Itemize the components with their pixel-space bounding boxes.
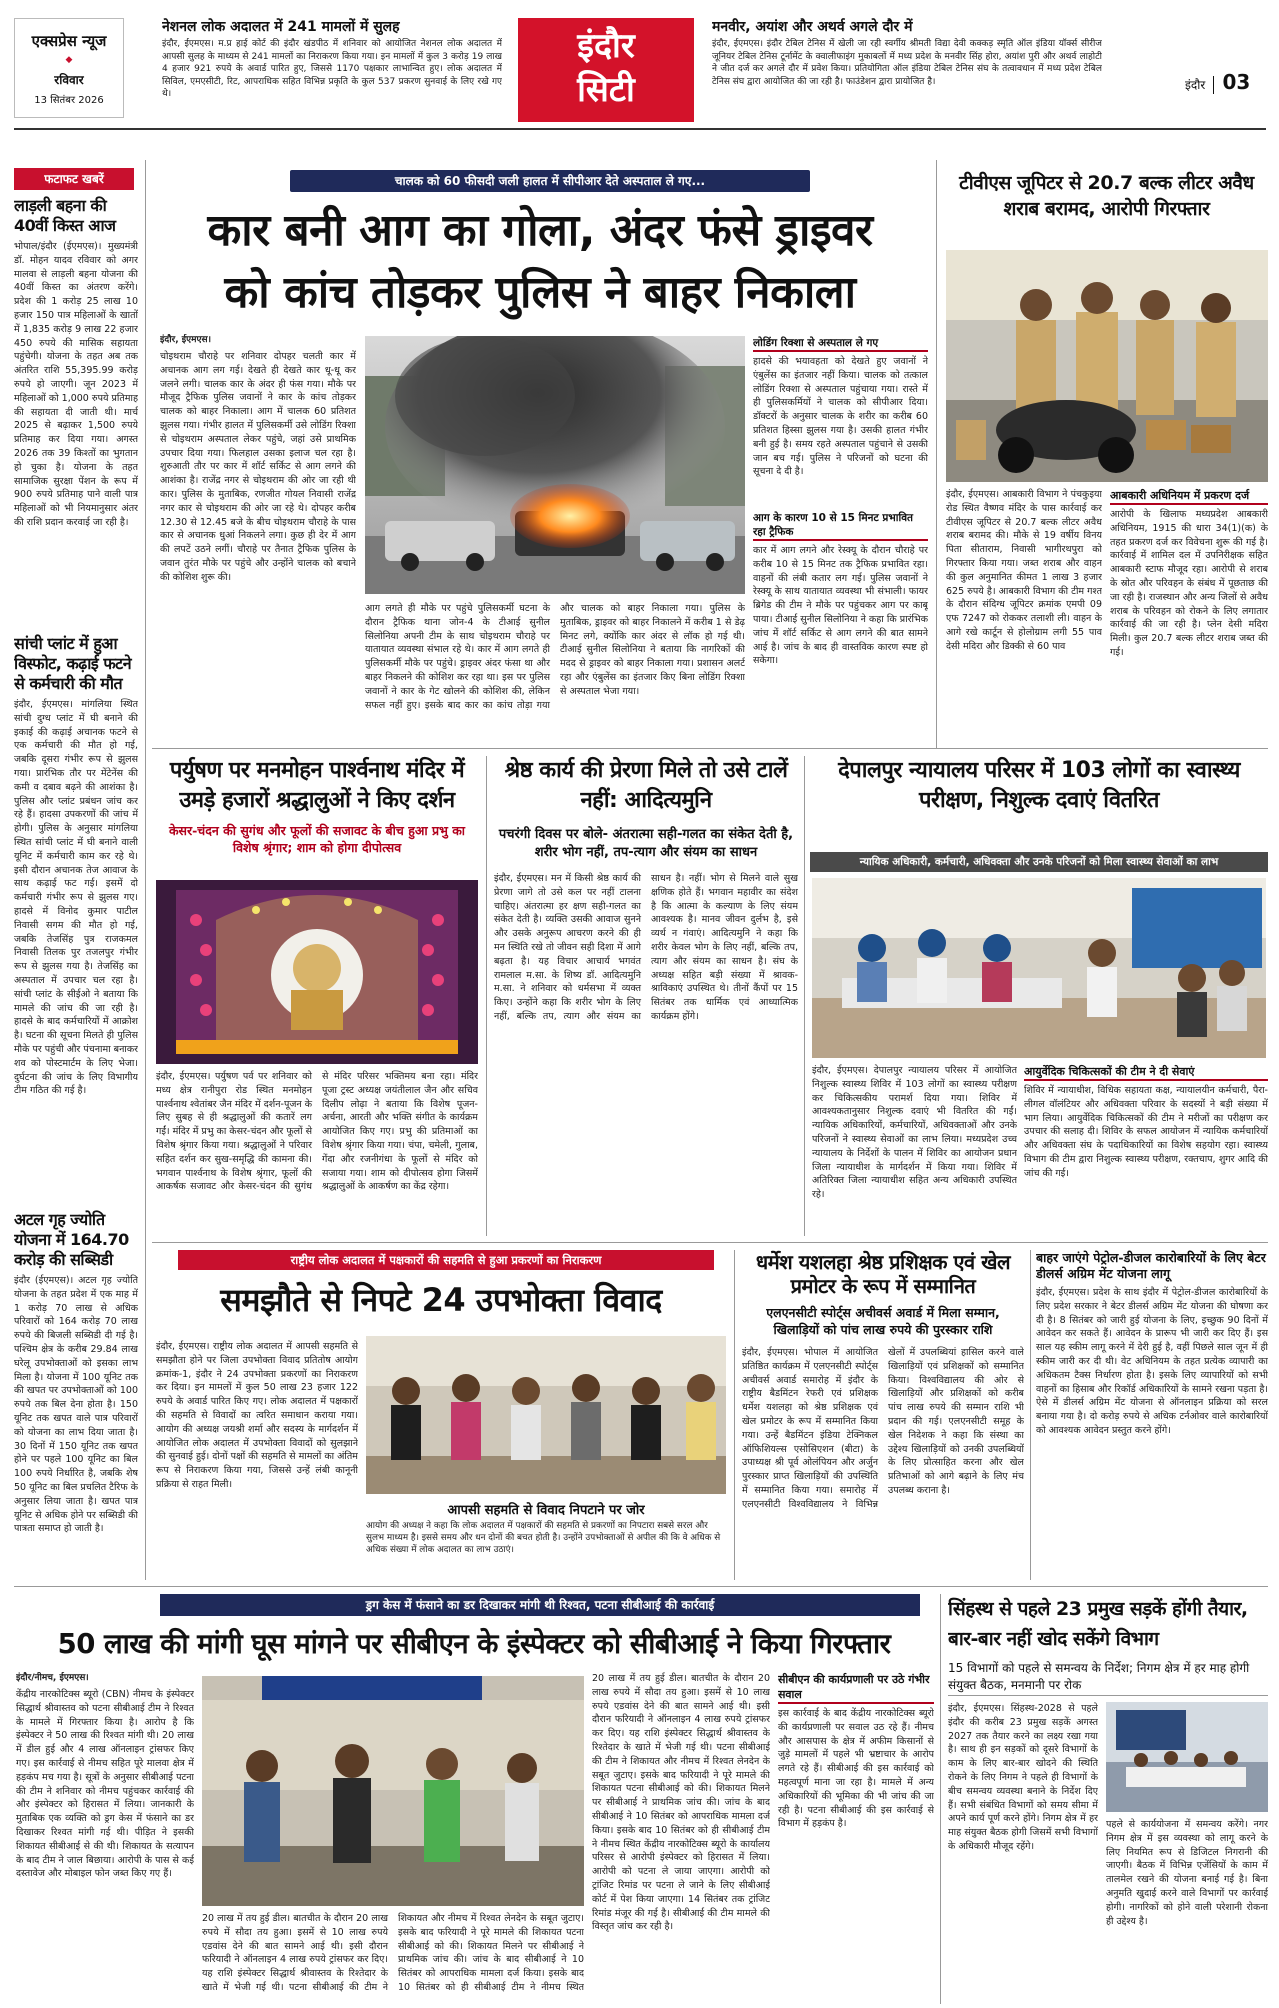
city-banner-line2: सिटी (577, 70, 635, 110)
petrol-block (1036, 1250, 1268, 1580)
health-sub: आयुर्वेदिक चिकित्सकों की टीम ने दी सेवाएं (1024, 1064, 1268, 1081)
folio-divider (1213, 76, 1214, 94)
liquor-sub: आबकारी अधिनियम में प्रकरण दर्ज (1110, 488, 1268, 505)
simhastha-text-a: इंदौर, ईएमएस। सिंहस्थ-2028 से पहले इंदौर की करीब 23 प्रमुख सड़कें अगस्त 2027 तक तैयार करने का लक्ष्य रखा गया है। साथ ही इन सड़कों को दूसरे विभागों के काम के लिए बार-बार खोदने की स्थिति रोकने के लिए निगम ने पहले ही विभागों के बीच समन्वय व्यवस्था बनाने के निर्देश दिए हैं। सभी संबंधित विभागों को समय सीमा में अपने कार्य पूर्ण करने होंगे। निगम क्षेत्र में हर माह संयुक्त बैठक होगी जिसमें सभी विभागों के अधिकारी मौजूद रहेंगे। (948, 1703, 1098, 1852)
brief-national-lok-adalat (162, 18, 502, 118)
issue-date: 13 सितंबर 2026 (34, 95, 104, 106)
car-fire-illustration (365, 336, 745, 594)
liquor-text-b: आरोपी के खिलाफ मध्यप्रदेश आबकारी अधिनियम, 1915 की धारा 34(1)(क) के तहत प्रकरण दर्ज कर विवेचना शुरू की गई है। कार्रवाई में शामिल दल में उपनिरीक्षक सहित आबकारी स्टाफ मौजूद रहा। आरोपी से शराब के स्रोत और परिवहन के संबंध में पूछताछ की जा रही है। राजस्थान और अन्य जिलों से अवैध शराब के परिवहन को रोकने के लिए लगातार कार्रवाई की जा रही है। प्लेन देसी मदिरा मिली। कुल 20.7 बल्क लीटर शराब जब्त की गई। (1110, 509, 1268, 658)
simhastha-photo-meeting (1106, 1702, 1268, 1812)
brief-left-text: इंदौर, ईएमएस। म.प्र हाई कोर्ट की इंदौर खंडपीठ में शनिवार को आयोजित नेशनल लोक अदालत में आपसी सुलह के माध्यम से 241 मामलों का निराकरण किया गया। इन मामलों में कुल 3 करोड़ 19 लाख 4 हजार 921 रुपये के अवार्ड पारित हुए, जिससे 1170 पक्षकार लाभान्वित हुए। लोक अदालत में सिविल, एमएसीटी, रिट, आपराधिक सहित विभिन्न प्रकृति के कुल 537 प्रकरण सुनवाई के लिए रखे गए थे। (162, 39, 502, 99)
lead-text-b: आग लगते ही मौके पर पहुंचे पुलिसकर्मी घटना के दौरान ट्रैफिक थाना जोन-4 के टीआई सुनील सिलोनिया अपनी टीम के साथ चोइथराम चौराहे पर यातायात व्यवस्था संभाल रहे थे। कार में आग लगते ही पुलिसकर्मी मौके पर पहुंचे। ड्राइवर अंदर फंसा था और बाहर निकलने की कोशिश कर रहा था। इस पर पुलिस जवानों ने कार के गेट खोलने की कोशिश की, लेकिन सफल नहीं हुए। इसके बाद कार का कांच तोड़ा गया और चालक को बाहर निकाला गया। पुलिस के मुताबिक, ड्राइवर को बाहर निकालने में करीब 1 से डेढ़ मिनट लगे, क्योंकि कार अंदर से लॉक हो गई थी। टीआई सुनील सिलोनिया ने बताया कि नागरिकों की मदद से ड्राइवर को बाहर निकाला गया। प्रशासन अलर्ट रहा और एंबुलेंस का इंतजार किए बिना लोडिंग रिक्शा से अस्पताल भेजा गया। (365, 603, 745, 711)
brief-table-tennis (712, 18, 1102, 118)
simhastha-text-b: पहले से कार्ययोजना में समन्वय करेंगे। नगर निगम क्षेत्र में इस व्यवस्था को लागू करने के लिए नियमित रूप से डिजिटल निगरानी की जाएगी। बैठक में विभिन्न एजेंसियों के काम में तालमेल रखने की योजना बनाई गई है। बिना अनुमति खुदाई करने वाले विभागों पर कार्रवाई होगी। नागरिकों को होने वाली परेशानी रोकना ही उद्देश्य है। (1106, 1819, 1268, 1927)
paryushan-text: इंदौर, ईएमएस। पर्युषण पर्व पर शनिवार को मध्य क्षेत्र रानीपुरा रोड स्थित मनमोहन पार्श्वनाथ श्वेतांबर जैन मंदिर में दर्शन-पूजन के लिए सुबह से ही श्रद्धालुओं की कतारें लग गईं। मंदिर में प्रभु का केसर-चंदन और फूलों से विशेष श्रृंगार किया गया। श्रद्धालुओं ने परिवार सहित दर्शन कर सुख-समृद्धि की कामना की। भगवान पार्श्वनाथ के विशेष श्रृंगार, फूलों की आकर्षक सजावट और केसर-चंदन की सुगंध से मंदिर परिसर भक्तिमय बना रहा। मंदिर पूजा ट्रस्ट अध्यक्ष जयंतीलाल जैन और सचिव दिलीप लोढ़ा ने बताया कि विशेष पूजन-अर्चना, आरती और भक्ति संगीत के कार्यक्रम आयोजित किए गए। प्रभु की प्रतिमाओं का विशेष श्रृंगार किया गया। चंपा, चमेली, गुलाब, गेंदा और रजनीगंधा के फूलों से मंदिर को सजाया गया। शाम को दीपोत्सव होगा जिसमें श्रद्धालुओं के आकर्षण का केंद्र रहेगा। (156, 1071, 478, 1193)
story2-title: सांची प्लांट में हुआ विस्फोट, कढ़ाई फटने से कर्मचारी की मौत (14, 634, 132, 693)
cbi-kicker: ड्रग केस में फंसाने का डर दिखाकर मांगी थी रिश्वत, पटना सीबीआई की कार्रवाई (160, 1594, 920, 1616)
cbi-headline: 50 लाख की मांगी घूस मांगने पर सीबीएन के इंस्पेक्टर को सीबीआई ने किया गिरफ्तार (57, 1628, 891, 1660)
cbi-photo (202, 1676, 584, 1906)
liquor-photo-police (946, 250, 1268, 482)
aditya-rule (804, 756, 805, 1236)
health-photo-camp (812, 878, 1266, 1058)
paryushan-subhead: केसर-चंदन की सुगंध और फूलों की सजावट के बीच हुआ प्रभु का विशेष श्रृंगार; शाम को होगा दीपोत्सव (168, 823, 466, 855)
cbi-arrest-illustration (202, 1676, 584, 1906)
lead-headline-line1: कार बनी आग का गोला, अंदर फंसे ड्राइवर (207, 205, 873, 256)
liquor-headline: टीवीएस जूपिटर से 20.7 बल्क लीटर अवैध शराब बरामद, आरोपी गिरफ्तार (959, 172, 1254, 220)
row3-rule (14, 1586, 1268, 1587)
lead-right-rule (936, 160, 937, 748)
lok-adalat-caption-text: आयोग की अध्यक्ष ने कहा कि लोक अदालत में पक्षकारों की सहमति से प्रकरणों का निपटारा सबसे सरल और सुलभ माध्यम है। इससे समय और धन दोनों की बचत होती है। उन्होंने उपभोक्ताओं से अपील की कि वे अधिक से अधिक संख्या में लोक अदालत का लाभ उठाएं। (366, 1521, 721, 1555)
liquor-side (1110, 488, 1268, 742)
lok-adalat-photo (366, 1336, 726, 1494)
issue-day: रविवार (54, 73, 84, 87)
lead-sub2: आग के कारण 10 से 15 मिनट प्रभावित रहा ट्रैफिक (753, 511, 928, 541)
left-column-rule (145, 160, 146, 1580)
story3-title: अटल गृह ज्योति योजना में 164.70 करोड़ की सब्सिडी (14, 1210, 129, 1269)
paryushan-headline: पर्युषण पर मनमोहन पार्श्वनाथ मंदिर में उमड़े हजारों श्रद्धालुओं ने किए दर्शन (169, 758, 465, 813)
dharmesh-subhead: एलएनसीटी स्पोर्ट्स अचीवर्स अवार्ड में मिला सम्मान, खिलाड़ियों को पांच लाख रुपये की पुरस्कार राशि (766, 1305, 1000, 1337)
cbi-text-c: इस कार्रवाई के बाद केंद्रीय नारकोटिक्स ब्यूरो की कार्यप्रणाली पर सवाल उठ रहे हैं। नीमच और आसपास के क्षेत्र में अफीम किसानों से जुड़े मामलों में पहले भी भ्रष्टाचार के आरोप लगते रहे हैं। सीबीआई की इस कार्रवाई को महत्वपूर्ण माना जा रहा है। मामले में अन्य अधिकारियों की भूमिका की भी जांच की जा रही है। पटना सीबीआई की इस कार्रवाई से विभाग में हड़कंप है। (778, 1708, 934, 1830)
lead-text-a: चोइथराम चौराहे पर शनिवार दोपहर चलती कार में अचानक आग लग गई। देखते ही देखते कार धू-धू कर जलने लगी। चालक कार के अंदर ही फंस गया। मौके पर मौजूद ट्रैफिक पुलिस जवानों ने कार के कांच तोड़कर चालक को बाहर निकाला। आग में चालक 60 प्रतिशत झुलस गया। गंभीर हालत में पुलिसकर्मी उसे लोडिंग रिक्शा से चोइथराम अस्पताल लेकर पहुंचे, जहां उसे प्राथमिक उपचार दिया गया। फिलहाल उसका इलाज चल रहा है। शुरुआती तौर पर कार में शॉर्ट सर्किट से आग लगने की आशंका है। राजेंद्र नगर से चोइथराम की ओर जा रही थी कार। पुलिस के मुताबिक, रणजीत गोयल निवासी राजेंद्र नगर कार से चोइथराम की ओर जा रहे थे। दोपहर करीब 12.30 से 12.45 बजे के बीच चोइथराम चौराहे के पास कार से अचानक धुआं निकलने लगा। कुछ ही देर में आग की लपटें उठने लगीं। चौराहे पर तैनात ट्रैफिक पुलिस के जवान तुरंत मौके पर पहुंचे और उन्होंने चालक को बचाने की कोशिश शुरू की। (160, 351, 356, 583)
health-camp-illustration (812, 878, 1266, 1058)
lok-adalat-rule (734, 1250, 735, 1580)
brief-ladli-behna (14, 196, 138, 626)
simhastha-headline: सिंहस्थ से पहले 23 प्रमुख सड़कें होंगी तैयार, बार-बार नहीं खोद सकेंगे विभाग (948, 1598, 1248, 1650)
simhastha-subhead: 15 विभागों को पहले से समन्वय के निर्देश; निगम क्षेत्र में हर माह होगी संयुक्त बैठक, मनमानी पर रोक (948, 1660, 1268, 1696)
paryushan-photo-temple (156, 880, 478, 1064)
health-text-b: शिविर में न्यायाधीश, विधिक सहायता कक्ष, न्यायालयीन कर्मचारी, पैरा-लीगल वॉलंटियर और अधिवक्ता परिवार के सदस्यों ने बड़ी संख्या में भाग लिया। आयुर्वेदिक चिकित्सकों की टीम ने मरीजों का परीक्षण कर उपचार की सलाह दी। शिविर के सफल आयोजन में न्यायिक कर्मचारियों और अधिवक्ता संघ के पदाधिकारियों का विशेष सहयोग रहा। स्वास्थ्य विभाग की टीम द्वारा निशुल्क स्वास्थ्य परीक्षण, रक्तचाप, शुगर आदि की जांच की गई। (1024, 1085, 1268, 1179)
lead-side-column (753, 336, 928, 742)
lead-photo-car-fire (365, 336, 745, 594)
brief-right-text: इंदौर, ईएमएस। इंदौर टेबिल टेनिस में खेली जा रही स्वर्गीय श्रीमती विद्या देवी कक्कड़ स्मृति ऑल इंडिया यॉर्क्स सीरीज जूनियर टेबिल टेनिस टूर्नामेंट के क्वालीफाइंग मुकाबलों में मध्य प्रदेश के मनवीर सिंह होरा, अयांश पुरी और अथर्व लाहोटी ने जीत दर्ज कर अगले दौर में प्रवेश किया। प्रतियोगिता ऑल इंडिया टेबिल टेनिस संघ के तत्वावधान में मध्य प्रदेश टेबिल टेनिस संघ द्वारा आयोजित की जा रही है। फाउंडेशन द्वारा प्रायोजित है। (712, 39, 1102, 87)
lok-adalat-headline: समझौते से निपटे 24 उपभोक्ता विवाद (220, 1281, 662, 1319)
dharmesh-text: इंदौर, ईएमएस। भोपाल में आयोजित प्रतिष्ठित कार्यक्रम में एलएनसीटी स्पोर्ट्स अचीवर्स अवार्ड समारोह में इंदौर के राष्ट्रीय बैडमिंटन रेफरी एवं प्रशिक्षक धर्मेश यशलहा को श्रेष्ठ प्रशिक्षक एवं खेल प्रमोटर के रूप में सम्मानित किया गया। उन्हें बैडमिंटन इंडिया टेक्निकल ऑफिशियल्स एसोसिएशन (बीटा) के उपाध्यक्ष श्री पूर्व ओलंपियन और अर्जुन पुरस्कार प्राप्त खिलाड़ियों की उपस्थिति में सम्मानित किया गया। समारोह में एलएनसीटी विश्वविद्यालय ने विभिन्न खेलों में उपलब्धियां हासिल करने वाले खिलाड़ियों एवं प्रशिक्षकों को सम्मानित किया। विश्वविद्यालय की ओर से खिलाड़ियों और प्रशिक्षकों को करीब पांच लाख रुपये की सम्मान राशि भी प्रदान की गई। एलएनसीटी समूह के खेल निदेशक ने कहा कि संस्था का उद्देश्य खिलाड़ियों को उनकी उपलब्धियों के लिए प्रोत्साहित करना और खेल प्रतिभाओं को आगे बढ़ाने के लिए मंच उपलब्ध कराना है। (742, 1347, 1024, 1510)
story3-text: इंदौर (ईएमएस)। अटल गृह ज्योति योजना के तहत प्रदेश में एक माह में 1 करोड़ 70 लाख से अधिक परिवारों को 164 करोड़ 70 लाख रुपये की बिजली सब्सिडी दी गई है। पश्चिम क्षेत्र के करीब 29.84 लाख घरेलू उपभोक्ताओं को इसका लाभ मिला है। योजना में 100 यूनिट तक की खपत पर उपभोक्ताओं को 100 रुपये तक बिल देना होता है। 150 यूनिट तक खपत वाले पात्र परिवारों को योजना का लाभ दिया जाता है। 30 दिनों में 150 यूनिट तक खपत होने पर पहले 100 यूनिट का बिल 100 रुपये निर्धारित है, जबकि शेष 50 यूनिट का बिल प्रचलित टैरिफ के अनुसार लिया जाता है। खपत पात्र यूनिट से अधिक होने पर सब्सिडी की पात्रता समाप्त हो जाती है। (14, 1275, 138, 1535)
petrol-text: इंदौर, ईएमएस। प्रदेश के साथ इंदौर में पेट्रोल-डीजल कारोबारियों के लिए प्रदेश सरकार ने बेटर डीलर्स अग्रिम मेंट योजना की घोषणा कर दी है। 8 सितंबर को जारी हुई योजना के लिए, इच्छुक 90 दिनों में आवेदन कर सकते हैं। आवेदन के प्रारूप भी जारी कर दिए हैं। इस साल यह स्कीम लागू करने में देरी हुई है, वहीं पिछले साल जून में ही स्कीम जारी कर दी थी। वेट अधिनियम के तहत प्रत्येक व्यापारी का अधिकतम टैक्स निर्धारण होता है। इसके लिए व्यापारियों को सभी वाहनों का हिसाब और रिकॉर्ड अधिकारियों के सामने रखना पड़ता है। ऐसे में डीलर्स अग्रिम मेंट योजना से ऑनलाइन प्रक्रिया को सरल बनाया गया है। दो करोड़ रुपये से अधिक टर्नओवर वाले कारोबारियों को आवश्यक आवेदन प्रस्तुत करने होंगे। (1036, 1287, 1268, 1436)
lead-sub1: लोडिंग रिक्शा से अस्पताल ले गए (753, 336, 928, 352)
aditya-headline: श्रेष्ठ कार्य की प्रेरणा मिले तो उसे टालें नहीं: आदित्यमुनि (504, 758, 788, 813)
masthead-rule (14, 128, 1266, 130)
brand-ornament: ◆ (65, 55, 73, 65)
brief-atal-jyoti (14, 1210, 138, 1590)
story1-title: लाड़ली बहना की 40वीं किस्त आज (14, 196, 116, 235)
cbi-dateline: इंदौर/नीमच, ईएमएस। (16, 1673, 89, 1683)
petrol-headline: बाहर जाएंगे पेट्रोल-डीजल कारोबारियों के लिए बेटर डीलर्स अग्रिम मेंट योजना लागू (1036, 1250, 1266, 1281)
cbi-text-b: 20 लाख में तय हुई डील। बातचीत के दौरान 20 लाख रुपये में सौदा तय हुआ। इसमें से 10 लाख रुपये एडवांस देने की बात सामने आई थी। इसी दौरान फरियादी ने ऑनलाइन 4 लाख रुपये ट्रांसफर कर दिए। यह राशि इंस्पेक्टर सिद्धार्थ श्रीवास्तव के रिश्तेदार के खाते में भेजी गई थी। पटना सीबीआई की टीम ने शिकायत और नीमच में रिश्वत लेनदेन के सबूत जुटाए। इसके बाद फरियादी ने पूरे मामले की शिकायत पटना सीबीआई को की। शिकायत मिलने पर सीबीआई ने प्राथमिक जांच की। जांच के बाद सीबीआई ने 10 सितंबर को आपराधिक मामला दर्ज किया। इसके बाद 10 सितंबर को ही सीबीआई टीम ने नीमच स्थित (202, 1913, 584, 1993)
lead-text-c: हादसे की भयावहता को देखते हुए जवानों ने एंबुलेंस का इंतजार नहीं किया। चालक को तत्काल लोडिंग रिक्शा से अस्पताल पहुंचाया गया। रास्ते में ही पुलिसकर्मियों ने चालक को सीपीआर दिया। डॉक्टरों के अनुसार चालक के शरीर का करीब 60 प्रतिशत हिस्सा झुलस गया है। उसकी हालत गंभीर बनी हुई है। समय रहते अस्पताल पहुंचाने से उसकी जान बच गई। पुलिस ने परिजनों को घटना की सूचना दे दी है। (753, 356, 928, 478)
city-banner (518, 18, 694, 122)
lead-headline-line2: को कांच तोड़कर पुलिस ने बाहर निकाला (224, 267, 856, 318)
story2-text: इंदौर, ईएमएस। मांगलिया स्थित सांची दुग्ध प्लांट में घी बनाने की इकाई की कढ़ाई अचानक फटने से एक कर्मचारी की मौत हो गई, जबकि दूसरा गंभीर रूप से झुलस गया। प्रारंभिक तौर पर मेंटेनेंस की कमी व दबाव बढ़ने की आशंका है। पुलिस और प्लांट प्रबंधन जांच कर रहे हैं। हादसा उपकरणों की जांच में होगी। पुलिस के अनुसार मांगलिया स्थित सांची प्लांट में घी बनाने वाली यूनिट में कर्मचारी काम कर रहे थे। इसी दौरान अचानक तेज आवाज के साथ कढ़ाई फट गई। इसमें दो कर्मचारी गंभीर रूप से झुलस गए। हादसे में विनोद कुमार पाटील निवासी सगम की मौत हो गई, जबकि तेजसिंह पुत्र राजकमल निवासी तिलक पुर तजलपुर गंभीर रूप से झुलस गया है। तेजसिंह का अस्पताल में उपचार चल रहा है। सांची प्लांट के सीईओ ने बताया कि मामले की जांच की जा रही है। हादसे के बाद कर्मचारियों में आक्रोश है। घटना की सूचना मिलते ही पुलिस मौके पर पहुंची और पंचनामा बनाकर शव को पोस्टमार्टम के लिए भेजा। दुर्घटना की जांच के लिए विभागीय टीम गठित की गई है। (14, 699, 138, 1097)
masthead-brand-box (14, 18, 124, 118)
liquor-text-a: इंदौर, ईएमएस। आबकारी विभाग ने पंचकुइया रोड स्थित वैष्णव मंदिर के पास कार्रवाई कर टीवीएस जूपिटर से 20.7 बल्क लीटर अवैध शराब बरामद की। मौके से 19 वर्षीय विनय पिता सीताराम, निवासी भागीरथपुरा को गिरफ्तार किया गया। जब्त शराब और वाहन की कुल अनुमानित कीमत 1 लाख 3 हजार 625 रुपये है। आबकारी विभाग की टीम गश्त के दौरान संदिग्ध जूपिटर क्रमांक एमपी 09 एफ 7247 को रोककर तलाशी ली। वाहन के आगे रखे कार्टून से होलोग्राम लगी 55 पाव देसी मदिरा और डिक्की से 60 पाव (946, 489, 1102, 652)
health-side (1024, 1064, 1268, 1236)
page-label: इंदौर (1185, 78, 1206, 92)
police-seizure-illustration (946, 250, 1268, 482)
health-text: इंदौर, ईएमएस। देपालपुर न्यायालय परिसर में आयोजित निशुल्क स्वास्थ्य शिविर में 103 लोगों का स्वास्थ्य परीक्षण कर चिकित्सकीय परामर्श दिया गया। शिविर में आवश्यकतानुसार निशुल्क दवाएं भी वितरित की गईं। न्यायिक अधिकारियों, कर्मचारियों, अधिवक्ताओं और उनके परिजनों ने स्वास्थ्य सेवाओं का लाभ लिया। मध्यप्रदेश उच्च न्यायालय के निर्देशों के पालन में शिविर का आयोजन प्रधान जिला न्यायाधीश के मार्गदर्शन में किया गया। शिविर में अतिरिक्त जिला न्यायाधीश सहित अन्य अधिकारी उपस्थित रहे। (812, 1065, 1017, 1201)
cbi-column-3: 20 लाख में तय हुई डील। बातचीत के दौरान 20 लाख रुपये में सौदा तय हुआ। इसमें से 10 लाख रुपये एडवांस देने की बात सामने आई थी। इसी दौरान फरियादी ने ऑनलाइन 4 लाख रुपये ट्रांसफर कर दिए। यह राशि इंस्पेक्टर सिद्धार्थ श्रीवास्तव के रिश्तेदार के खाते में भेजी गई थी। पटना सीबीआई की टीम ने शिकायत और नीमच में रिश्वत लेनदेन के सबूत जुटाए। इसके बाद फरियादी ने पूरे मामले की शिकायत पटना सीबीआई को की। शिकायत मिलने पर सीबीआई ने प्राथमिक जांच की। जांच के बाद सीबीआई ने 10 सितंबर को आपराधिक मामला दर्ज किया। इसके बाद 10 सितंबर को ही सीबीआई टीम ने नीमच स्थित केंद्रीय नारकोटिक्स ब्यूरो के कार्यालय परिसर से आरोपी इंस्पेक्टर को हिरासत में लिया। आरोपी को पटना ले जाया जाएगा। आरोपी को ट्रांजिट रिमांड पर पटना ले जाने के लिए सीबीआई कोर्ट में पेश किया जाएगा। 14 सितंबर तक ट्रांजिट रिमांड मंजूर की गई है। सीबीआई की टीम मामले की विस्तृत जांच कर रही है। (592, 1673, 770, 1933)
cbi-sub: सीबीएन की कार्यप्रणाली पर उठे गंभीर सवाल (778, 1672, 934, 1704)
brief-right-title: मनवीर, अयांश और अथर्व अगले दौर में (712, 19, 913, 35)
lok-adalat-caption-title: आपसी सहमति से विवाद निपटाने पर जोर (447, 1503, 645, 1518)
lead-headline (160, 200, 920, 328)
row1-rule (152, 748, 1268, 749)
dharmesh-rule (1030, 1250, 1031, 1580)
quick-news-tag: फटाफट खबरें (14, 168, 134, 190)
lead-text-d: कार में आग लगने और रेस्क्यू के दौरान चौराहे पर करीब 10 से 15 मिनट तक ट्रैफिक प्रभावित रहा। वाहनों की लंबी कतार लग गई। पुलिस जवानों ने रेस्क्यू के साथ यातायात व्यवस्था भी संभाली। फायर ब्रिगेड की टीम ने मौके पर पहुंचकर आग पर काबू पाया। टीआई सुनील सिलोनिया ने कहा कि प्रारंभिक जांच में शॉर्ट सर्किट से आग लगने की बात सामने आई है। जांच के बाद ही वास्तविक कारण स्पष्ट हो सकेगा। (753, 545, 928, 667)
page-folio (1185, 70, 1265, 100)
story1-text: भोपाल/इंदौर (ईएमएस)। मुख्यमंत्री डॉ. मोहन यादव रविवार को अगर मालवा से लाड़ली बहना योजना की 40वीं किस्त का अंतरण करेंगे। प्रदेश की 1 करोड़ 25 लाख 10 हजार 150 पात्र महिलाओं के खातों में 1,835 करोड़ 9 लाख 22 हजार 450 रुपये की मासिक सहायता पहुंचेगी। योजना के तहत अब तक अंतरित राशि 55,395.99 करोड़ रुपये हो जाएगी। जून 2023 में महिलाओं को 1,000 रुपये प्रतिमाह की सहायता दी जाती थी। मार्च 2025 से बढ़ाकर 1,500 रुपये प्रतिमाह कर दिया गया। अगस्त 2026 तक 39 किश्तों का भुगतान हो चुका है। योजना के तहत सामाजिक सुरक्षा पेंशन के रूप में 900 रुपये प्रतिमाह पाने वाली पात्र महिलाओं को भी नियमानुसार अंतर की राशि प्रदान करवाई जा रही है। (14, 241, 138, 528)
brand-name: एक्सप्रेस न्यूज (31, 32, 107, 50)
brief-sanchi-plant (14, 634, 138, 1196)
paryushan-rule (486, 756, 487, 1236)
aditya-text: इंदौर, ईएमएस। मन में किसी श्रेष्ठ कार्य की प्रेरणा जागे तो उसे कल पर नहीं टालना चाहिए। अंतरात्मा हर क्षण सही-गलत का संकेत देती है। व्यक्ति उसकी आवाज सुनने और उसके अनुरूप आचरण करने की ही मन स्थिति रखे तो जीवन सही दिशा में आगे बढ़ता है। यह विचार आचार्य भगवंत रामलाल म.सा. के शिष्य डॉ. आदित्यमुनि म.सा. ने शनिवार को धर्मसभा में व्यक्त किए। उन्होंने कहा कि शरीर भोग के लिए नहीं, बल्कि तप, त्याग और संयम का साधन है। नहीं। भोग से मिलने वाले सुख क्षणिक होते हैं। भगवान महावीर का संदेश है कि आत्मा के कल्याण के लिए संयम आवश्यक है। मानव जीवन दुर्लभ है, इसे व्यर्थ न गंवाएं। आदित्यमुनि ने कहा कि शरीर केवल भोग के लिए नहीं, बल्कि तप, त्याग और संयम का साधन है। संघ के अध्यक्ष सहित बड़ी संख्या में श्रावक-श्राविकाएं उपस्थित थे। तीनों कैंपों पर 15 सितंबर तक धार्मिक एवं आध्यात्मिक कार्यक्रम होंगे। (494, 873, 798, 1022)
aditya-subhead: पचरंगी दिवस पर बोले- अंतरात्मा सही-गलत का संकेत देती है, शरीर भोग नहीं, तप-त्याग और संयम का साधन (498, 827, 794, 860)
lead-kicker: चालक को 60 फीसदी जली हालत में सीपीआर देते अस्पताल ले गए... (290, 170, 810, 192)
cbi-text-b-cont (592, 1672, 770, 2000)
cbi-text-a: केंद्रीय नारकोटिक्स ब्यूरो (CBN) नीमच के इंस्पेक्टर सिद्धार्थ श्रीवास्तव को पटना सीबीआई टीम ने रिश्वत के मामले में गिरफ्तार किया है। आरोप है कि इंस्पेक्टर ने 50 लाख की रिश्वत मांगी थी। 20 लाख में डील हुई और 4 लाख ऑनलाइन ट्रांसफर किए गए। इस कार्रवाई से नीमच सहित पूरे मालवा क्षेत्र में हड़कंप मच गया है। सूत्रों के अनुसार सीबीआई पटना की टीम ने शनिवार को नीमच पहुंचकर कार्रवाई की और इंस्पेक्टर को हिरासत में लिया। जानकारी के मुताबिक एक व्यक्ति को ड्रग केस में फंसाने का डर दिखाकर रिश्वत मांगी गई थी। पीड़ित ने इसकी शिकायत सीबीआई से की थी। शिकायत के सत्यापन के बाद टीम ने जाल बिछाया। आरोपी के पास से कई दस्तावेज और मोबाइल फोन जब्त किए गए हैं। (16, 1689, 194, 1880)
lok-adalat-text: इंदौर, ईएमएस। राष्ट्रीय लोक अदालत में आपसी सहमति से समझौता होने पर जिला उपभोक्ता विवाद प्रतितोष आयोग क्रमांक-1, इंदौर ने 24 उपभोक्ता प्रकरणों का निराकरण कर दिया। इन मामलों में कुल 50 लाख 23 हजार 122 रुपये के अवार्ड पारित किए गए। लोक अदालत में पक्षकारों की सहमति से विवादों का त्वरित समाधान कराया गया। आयोग की अध्यक्ष जयश्री शर्मा और सदस्य के मार्गदर्शन में आयोजित लोक अदालत में उपभोक्ता विवादों को सुलझाने की सुनवाई हुई। दोनों पक्षों की सहमति से मामलों का अंतिम रूप से निराकरण किया गया, जिससे उन्हें लंबी कानूनी प्रक्रिया से राहत मिली। (156, 1341, 358, 1490)
health-headline: देपालपुर न्यायालय परिसर में 103 लोगों का स्वास्थ्य परीक्षण, निशुल्क दवाएं वितरित (838, 758, 1240, 813)
brief-left-title: नेशनल लोक अदालत में 241 मामलों में सुलह (162, 19, 400, 35)
meeting-illustration (1106, 1702, 1268, 1812)
city-banner-line1: इंदौर (577, 26, 635, 66)
dharmesh-block (742, 1250, 1024, 1580)
temple-idol-illustration (156, 880, 478, 1064)
lok-adalat-kicker: राष्ट्रीय लोक अदालत में पक्षकारों की सहमति से हुआ प्रकरणों का निराकरण (178, 1250, 714, 1270)
aditya-block (494, 756, 798, 1236)
health-kicker: न्यायिक अधिकारी, कर्मचारी, अधिवक्ता और उनके परिजनों को मिला स्वास्थ्य सेवाओं का लाभ (810, 852, 1268, 872)
lok-adalat-illustration (366, 1336, 726, 1494)
row2-rule (152, 1242, 1268, 1243)
cbi-rule (940, 1594, 941, 2004)
page-number: 03 (1222, 70, 1251, 94)
dharmesh-headline: धर्मेश यशलहा श्रेष्ठ प्रशिक्षक एवं खेल प्रमोटर के रूप में सम्मानित (755, 1250, 1011, 1298)
lead-dateline: इंदौर, ईएमएस। (160, 335, 212, 345)
cbi-side (778, 1672, 934, 2000)
